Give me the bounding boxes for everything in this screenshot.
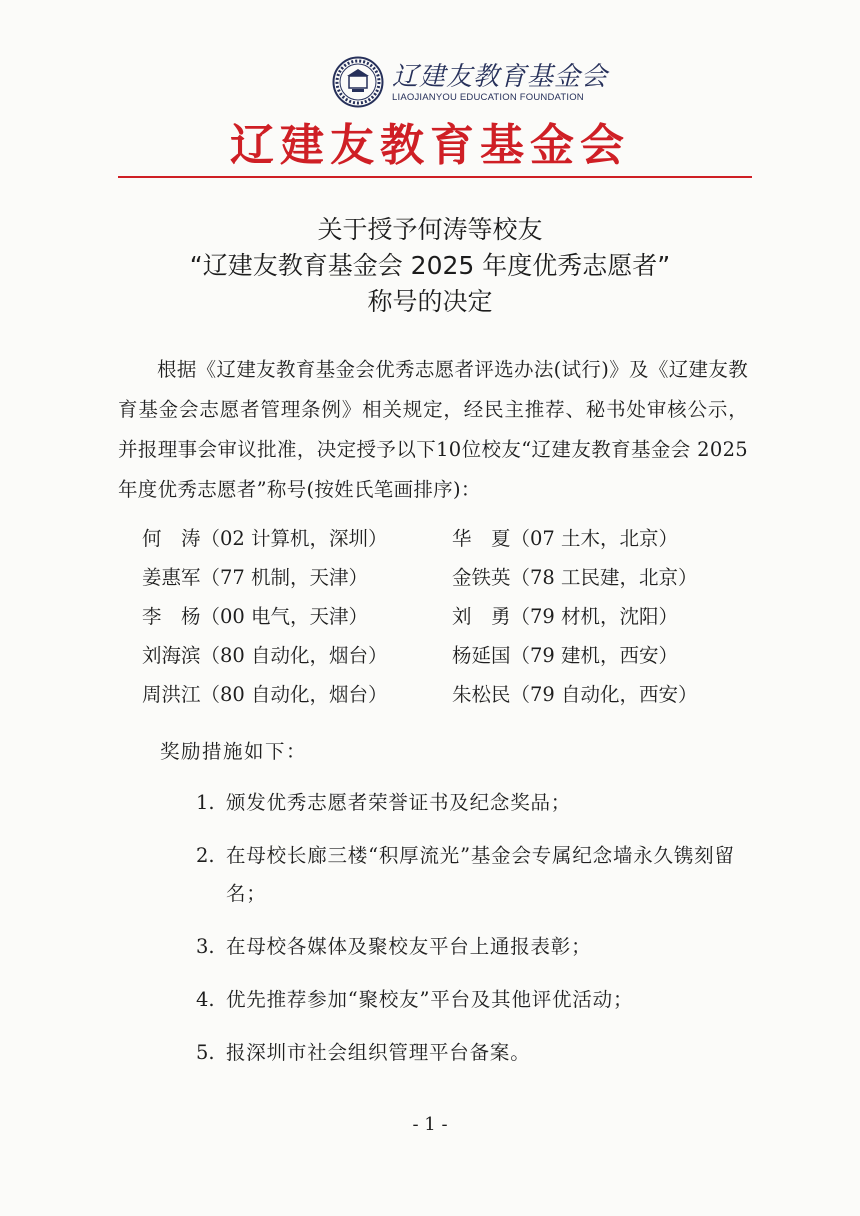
volunteer-row	[142, 597, 762, 636]
rewards-list	[196, 784, 756, 1087]
reward-text: 颁发优秀志愿者荣誉证书及纪念奖品；	[226, 791, 572, 814]
rewards-heading: 奖励措施如下：	[160, 740, 308, 763]
volunteer-row	[142, 636, 762, 675]
reward-text: 在母校长廊三楼“积厚流光”基金会专属纪念墙永久镌刻留名；	[226, 844, 735, 905]
foundation-seal-icon	[332, 56, 384, 108]
volunteer-row	[142, 675, 762, 714]
reward-number: 1.	[196, 791, 215, 814]
reward-number: 5.	[196, 1041, 215, 1064]
reward-text: 报深圳市社会组织管理平台备案。	[226, 1041, 531, 1064]
reward-text: 在母校各媒体及聚校友平台上通报表彰；	[226, 935, 592, 958]
volunteer-entry: 杨延国（79 建机，西安）	[452, 644, 679, 667]
reward-item	[196, 837, 756, 913]
page-number: - 1 -	[412, 1114, 448, 1135]
reward-item	[196, 1034, 756, 1072]
letterhead-divider	[118, 176, 752, 178]
reward-number: 4.	[196, 988, 215, 1011]
volunteer-entry: 刘 勇（79 材机，沈阳）	[452, 605, 679, 628]
reward-item	[196, 784, 756, 822]
decision-body-paragraph: 根据《辽建友教育基金会优秀志愿者评选办法(试行)》及《辽建友教育基金会志愿者管理条例》相关规定，经民主推荐、秘书处审核公示，并报理事会审议批准，决定授予以下10位校友“辽建友教育基金会 2025 年度优秀志愿者”称号(按姓氏笔画排序)：	[118, 358, 748, 501]
volunteer-entry: 金铁英（78 工民建，北京）	[452, 566, 698, 589]
volunteer-entry: 华 夏（07 土木，北京）	[452, 527, 679, 550]
reward-text: 优先推荐参加“聚校友”平台及其他评优活动；	[226, 988, 634, 1011]
reward-item	[196, 981, 756, 1019]
volunteer-entry: 周洪江（80 自动化，烟台）	[142, 683, 388, 706]
reward-number: 2.	[196, 844, 215, 867]
brand-name-en: LIAOJIANYOU EDUCATION FOUNDATION	[392, 91, 584, 103]
volunteer-row	[142, 519, 762, 558]
document-title-line: 称号的决定	[367, 287, 493, 316]
volunteer-entry: 朱松民（79 自动化，西安）	[452, 683, 698, 706]
volunteer-entry: 刘海滨（80 自动化，烟台）	[142, 644, 388, 667]
volunteer-list	[142, 519, 762, 714]
document-title-line: 关于授予何涛等校友	[317, 215, 543, 244]
reward-item	[196, 928, 756, 966]
brand-name-cn: 辽建友教育基金会	[392, 61, 609, 92]
volunteer-entry: 何 涛（02 计算机，深圳）	[142, 527, 388, 550]
letterhead-title: 辽建友教育基金会	[230, 120, 630, 171]
document-title	[0, 212, 860, 320]
document-title-line: “辽建友教育基金会 2025 年度优秀志愿者”	[189, 251, 671, 280]
reward-number: 3.	[196, 935, 215, 958]
volunteer-entry: 姜惠军（77 机制，天津）	[142, 566, 369, 589]
volunteer-entry: 李 杨（00 电气，天津）	[142, 605, 369, 628]
volunteer-row	[142, 558, 762, 597]
foundation-logo	[332, 56, 608, 108]
